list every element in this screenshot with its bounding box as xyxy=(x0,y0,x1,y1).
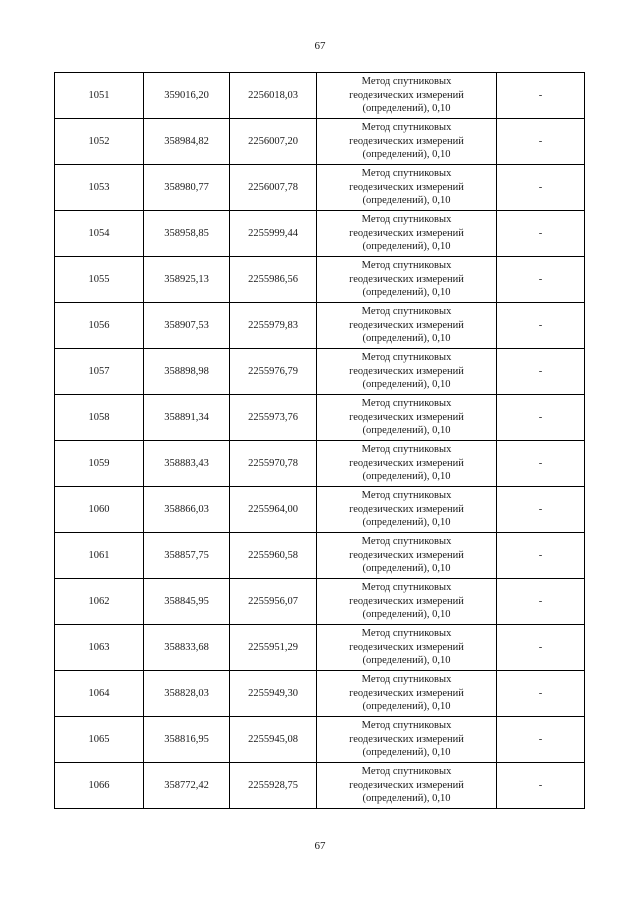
method-text-line: (определений), 0,10 xyxy=(362,287,451,299)
y-coordinate-cell: 2255970,78 xyxy=(230,441,317,487)
x-coordinate-cell: 358891,34 xyxy=(144,395,230,441)
x-coordinate-cell: 358772,42 xyxy=(144,763,230,809)
note-cell: - xyxy=(497,211,585,257)
point-number-cell: 1051 xyxy=(55,73,144,119)
point-number-cell: 1060 xyxy=(55,487,144,533)
y-coordinate-cell: 2255960,58 xyxy=(230,533,317,579)
method-text-line: (определений), 0,10 xyxy=(362,471,451,483)
y-coordinate-cell: 2255979,83 xyxy=(230,303,317,349)
method-text-line: (определений), 0,10 xyxy=(362,333,451,345)
method-cell xyxy=(317,533,497,579)
method-text-line: (определений), 0,10 xyxy=(362,241,451,253)
note-cell: - xyxy=(497,625,585,671)
note-cell: - xyxy=(497,671,585,717)
table-row xyxy=(55,579,585,625)
note-cell: - xyxy=(497,349,585,395)
method-cell xyxy=(317,441,497,487)
method-text-line: геодезических измерений xyxy=(349,89,464,101)
method-text-line: (определений), 0,10 xyxy=(362,149,451,161)
table-row xyxy=(55,211,585,257)
note-cell: - xyxy=(497,579,585,625)
method-text-line: (определений), 0,10 xyxy=(362,609,451,621)
y-coordinate-cell: 2256007,78 xyxy=(230,165,317,211)
method-cell xyxy=(317,73,497,119)
method-text-line: Метод спутниковых xyxy=(361,76,452,88)
method-cell xyxy=(317,487,497,533)
method-cell xyxy=(317,165,497,211)
method-text-line: Метод спутниковых xyxy=(361,720,452,732)
note-cell: - xyxy=(497,487,585,533)
x-coordinate-cell: 358857,75 xyxy=(144,533,230,579)
method-cell xyxy=(317,395,497,441)
method-text-line: (определений), 0,10 xyxy=(362,793,451,805)
method-text-line: геодезических измерений xyxy=(349,365,464,377)
table-row xyxy=(55,763,585,809)
x-coordinate-cell: 358984,82 xyxy=(144,119,230,165)
method-cell xyxy=(317,303,497,349)
y-coordinate-cell: 2256007,20 xyxy=(230,119,317,165)
x-coordinate-cell: 359016,20 xyxy=(144,73,230,119)
method-text-line: (определений), 0,10 xyxy=(362,747,451,759)
note-cell: - xyxy=(497,165,585,211)
method-text-line: (определений), 0,10 xyxy=(362,195,451,207)
y-coordinate-cell: 2255964,00 xyxy=(230,487,317,533)
table-row xyxy=(55,165,585,211)
table-row xyxy=(55,303,585,349)
point-number-cell: 1058 xyxy=(55,395,144,441)
note-cell: - xyxy=(497,119,585,165)
method-text-line: геодезических измерений xyxy=(349,227,464,239)
table-row xyxy=(55,625,585,671)
method-text-line: геодезических измерений xyxy=(349,411,464,423)
method-cell xyxy=(317,671,497,717)
table-row xyxy=(55,257,585,303)
x-coordinate-cell: 358925,13 xyxy=(144,257,230,303)
x-coordinate-cell: 358980,77 xyxy=(144,165,230,211)
method-text-line: Метод спутниковых xyxy=(361,674,452,686)
method-text-line: (определений), 0,10 xyxy=(362,517,451,529)
y-coordinate-cell: 2255956,07 xyxy=(230,579,317,625)
y-coordinate-cell: 2256018,03 xyxy=(230,73,317,119)
method-cell xyxy=(317,211,497,257)
x-coordinate-cell: 358907,53 xyxy=(144,303,230,349)
method-text-line: геодезических измерений xyxy=(349,273,464,285)
method-text-line: геодезических измерений xyxy=(349,779,464,791)
table-row xyxy=(55,119,585,165)
y-coordinate-cell: 2255951,29 xyxy=(230,625,317,671)
method-text-line: (определений), 0,10 xyxy=(362,103,451,115)
method-text-line: Метод спутниковых xyxy=(361,352,452,364)
method-text-line: Метод спутниковых xyxy=(361,260,452,272)
y-coordinate-cell: 2255945,08 xyxy=(230,717,317,763)
page-number-bottom: 67 xyxy=(314,840,326,852)
method-text-line: геодезических измерений xyxy=(349,319,464,331)
note-cell: - xyxy=(497,303,585,349)
point-number-cell: 1053 xyxy=(55,165,144,211)
method-text-line: Метод спутниковых xyxy=(361,306,452,318)
table-row xyxy=(55,533,585,579)
method-cell xyxy=(317,579,497,625)
method-text-line: (определений), 0,10 xyxy=(362,655,451,667)
table-row xyxy=(55,717,585,763)
note-cell: - xyxy=(497,395,585,441)
note-cell: - xyxy=(497,441,585,487)
note-cell: - xyxy=(497,73,585,119)
point-number-cell: 1063 xyxy=(55,625,144,671)
y-coordinate-cell: 2255999,44 xyxy=(230,211,317,257)
method-text-line: Метод спутниковых xyxy=(361,214,452,226)
method-cell xyxy=(317,763,497,809)
point-number-cell: 1064 xyxy=(55,671,144,717)
point-number-cell: 1065 xyxy=(55,717,144,763)
point-number-cell: 1056 xyxy=(55,303,144,349)
table-row xyxy=(55,349,585,395)
method-text-line: геодезических измерений xyxy=(349,181,464,193)
note-cell: - xyxy=(497,533,585,579)
table-row xyxy=(55,671,585,717)
method-text-line: геодезических измерений xyxy=(349,457,464,469)
method-text-line: геодезических измерений xyxy=(349,595,464,607)
table-row xyxy=(55,73,585,119)
method-text-line: Метод спутниковых xyxy=(361,582,452,594)
method-text-line: (определений), 0,10 xyxy=(362,379,451,391)
method-text-line: геодезических измерений xyxy=(349,549,464,561)
coordinates-table xyxy=(54,72,585,809)
x-coordinate-cell: 358898,98 xyxy=(144,349,230,395)
point-number-cell: 1057 xyxy=(55,349,144,395)
method-text-line: (определений), 0,10 xyxy=(362,701,451,713)
y-coordinate-cell: 2255986,56 xyxy=(230,257,317,303)
x-coordinate-cell: 358866,03 xyxy=(144,487,230,533)
page-number-top: 67 xyxy=(314,40,326,52)
method-text-line: Метод спутниковых xyxy=(361,490,452,502)
x-coordinate-cell: 358958,85 xyxy=(144,211,230,257)
point-number-cell: 1059 xyxy=(55,441,144,487)
method-cell xyxy=(317,717,497,763)
method-text-line: Метод спутниковых xyxy=(361,536,452,548)
table-row xyxy=(55,395,585,441)
method-text-line: Метод спутниковых xyxy=(361,398,452,410)
method-text-line: (определений), 0,10 xyxy=(362,563,451,575)
method-text-line: геодезических измерений xyxy=(349,135,464,147)
y-coordinate-cell: 2255973,76 xyxy=(230,395,317,441)
x-coordinate-cell: 358828,03 xyxy=(144,671,230,717)
method-text-line: Метод спутниковых xyxy=(361,168,452,180)
method-text-line: Метод спутниковых xyxy=(361,628,452,640)
method-text-line: (определений), 0,10 xyxy=(362,425,451,437)
x-coordinate-cell: 358816,95 xyxy=(144,717,230,763)
y-coordinate-cell: 2255949,30 xyxy=(230,671,317,717)
method-text-line: геодезических измерений xyxy=(349,503,464,515)
method-text-line: Метод спутниковых xyxy=(361,122,452,134)
method-cell xyxy=(317,349,497,395)
x-coordinate-cell: 358833,68 xyxy=(144,625,230,671)
y-coordinate-cell: 2255976,79 xyxy=(230,349,317,395)
note-cell: - xyxy=(497,763,585,809)
point-number-cell: 1066 xyxy=(55,763,144,809)
method-text-line: геодезических измерений xyxy=(349,687,464,699)
table-row xyxy=(55,487,585,533)
table-row xyxy=(55,441,585,487)
y-coordinate-cell: 2255928,75 xyxy=(230,763,317,809)
method-cell xyxy=(317,119,497,165)
method-text-line: геодезических измерений xyxy=(349,641,464,653)
point-number-cell: 1052 xyxy=(55,119,144,165)
x-coordinate-cell: 358845,95 xyxy=(144,579,230,625)
point-number-cell: 1061 xyxy=(55,533,144,579)
note-cell: - xyxy=(497,257,585,303)
x-coordinate-cell: 358883,43 xyxy=(144,441,230,487)
method-cell xyxy=(317,625,497,671)
note-cell: - xyxy=(497,717,585,763)
method-text-line: Метод спутниковых xyxy=(361,766,452,778)
method-text-line: геодезических измерений xyxy=(349,733,464,745)
method-text-line: Метод спутниковых xyxy=(361,444,452,456)
point-number-cell: 1055 xyxy=(55,257,144,303)
method-cell xyxy=(317,257,497,303)
point-number-cell: 1062 xyxy=(55,579,144,625)
point-number-cell: 1054 xyxy=(55,211,144,257)
